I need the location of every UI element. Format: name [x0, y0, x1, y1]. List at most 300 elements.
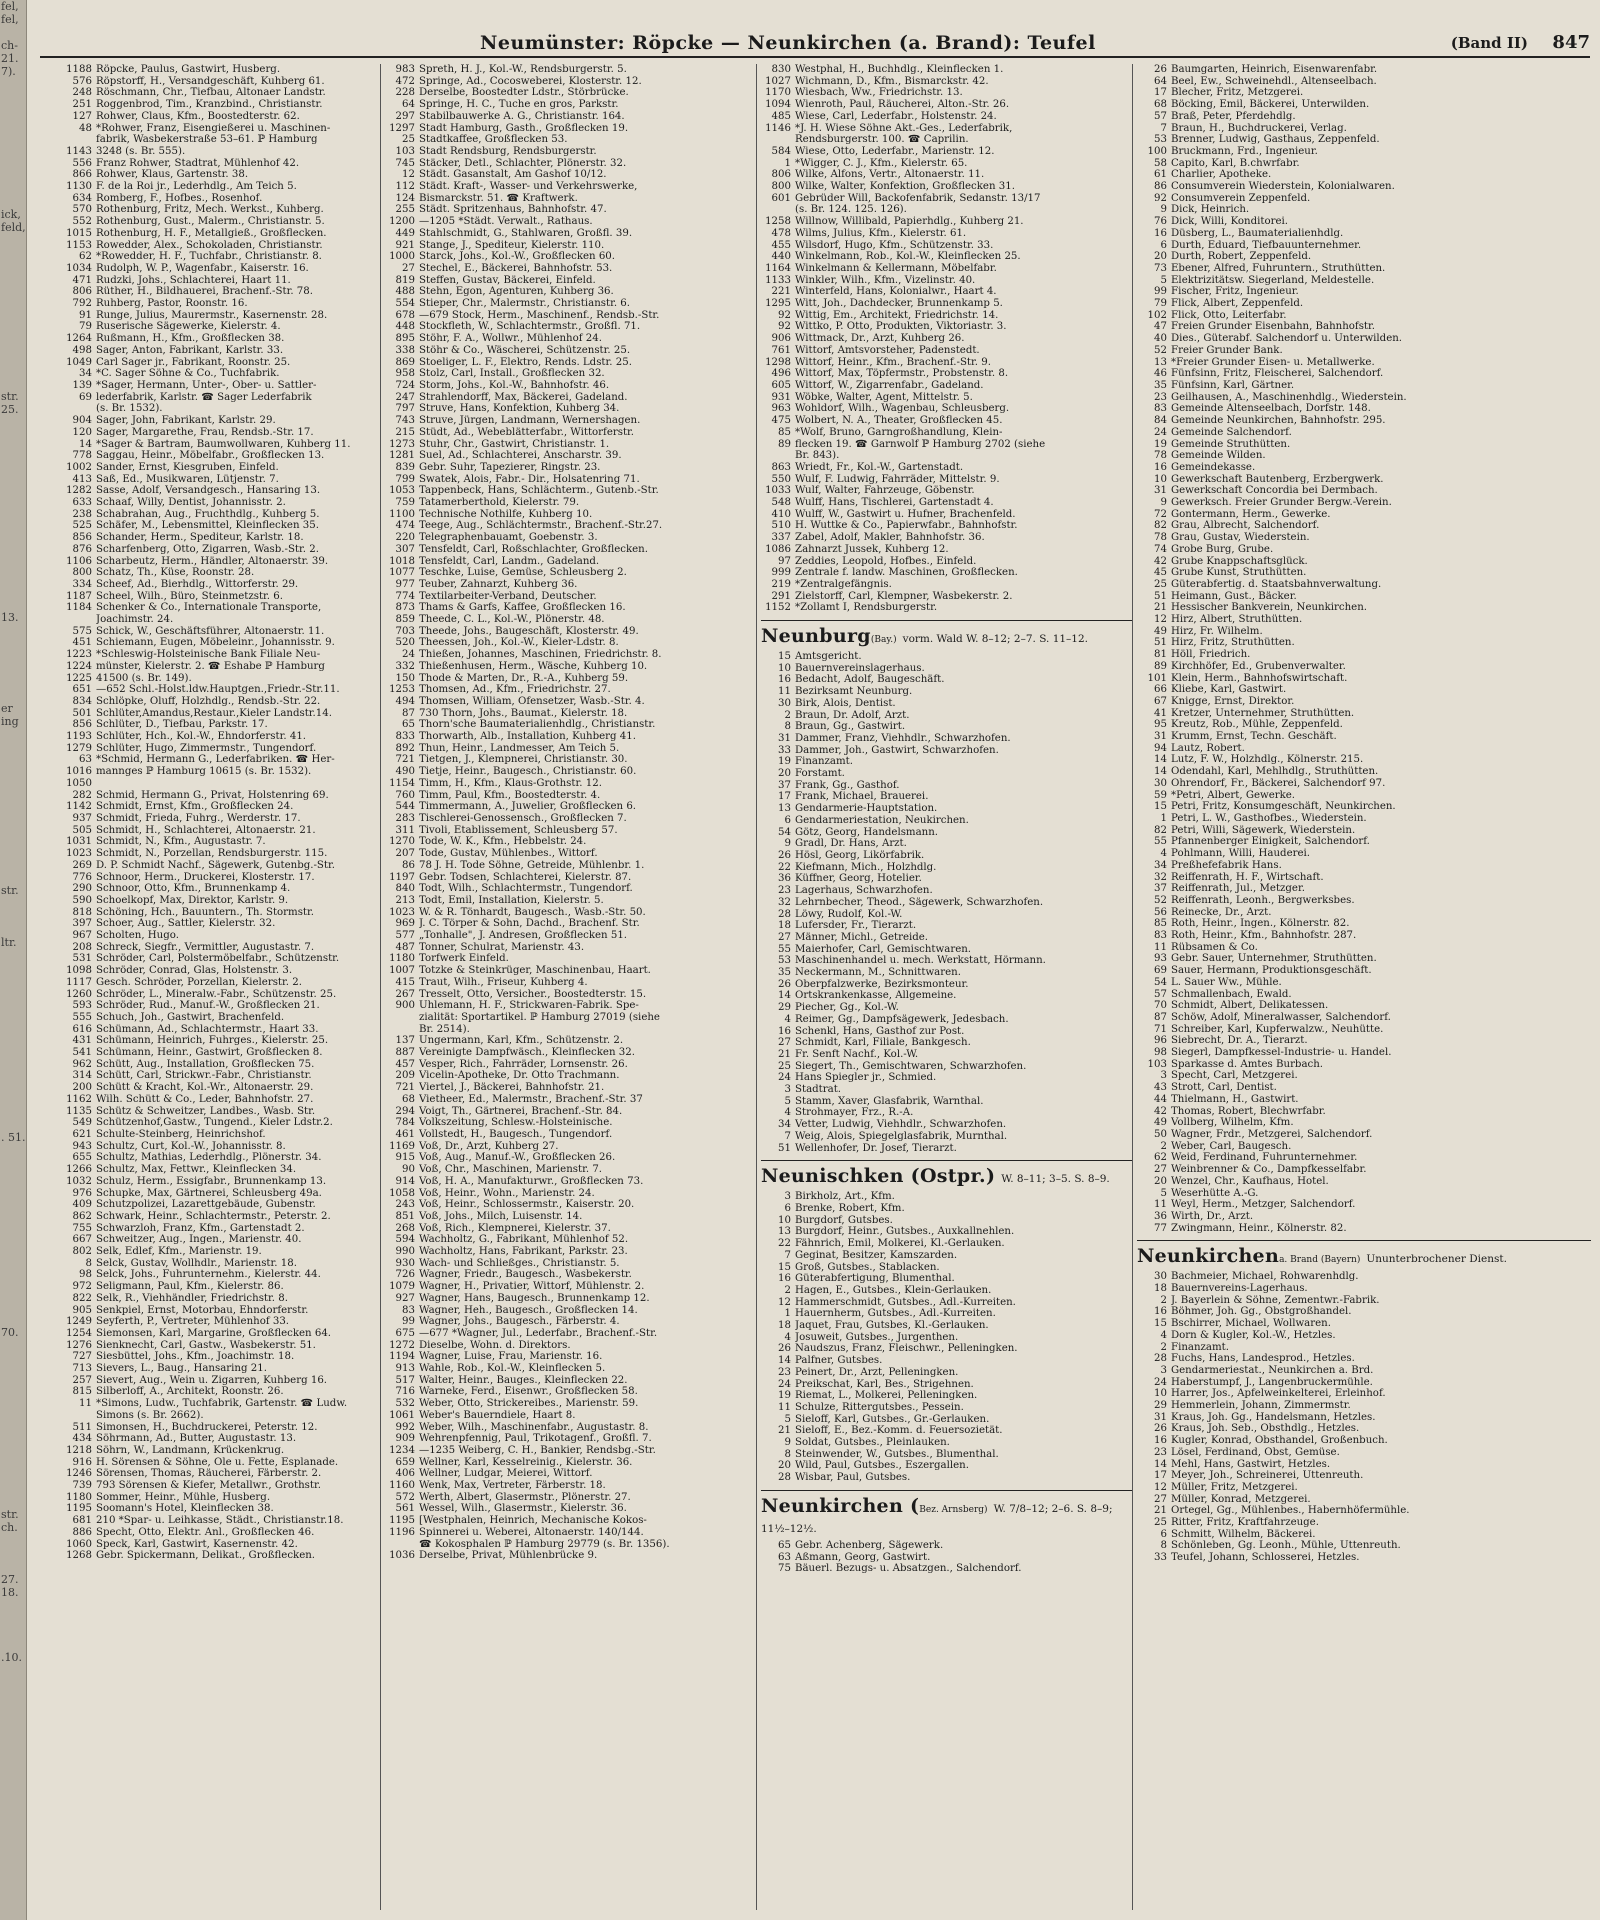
margin-fragment	[0, 637, 26, 650]
entry-text: Geginat, Besitzer, Kamszarden.	[795, 1249, 958, 1261]
directory-entry	[761, 1552, 1133, 1564]
directory-entry	[385, 1211, 757, 1223]
directory-entry	[1137, 918, 1591, 930]
entry-text: Wohldorf, Wilh., Wagenbau, Schleusberg.	[795, 403, 1010, 415]
phone-number: 32	[1154, 871, 1167, 883]
phone-number: 505	[72, 824, 92, 836]
entry-text: Weig, Alois, Spiegelglasfabrik, Murnthal.	[795, 1130, 1008, 1142]
phone-number: 415	[395, 976, 415, 988]
phone-number: 22	[778, 1238, 791, 1250]
directory-entry	[385, 930, 757, 942]
entry-text: Teufel, Johann, Schlosserei, Hetzles.	[1171, 1552, 1360, 1564]
directory-entry	[385, 1480, 757, 1492]
phone-number: 11	[79, 1398, 92, 1410]
margin-fragment: .10.	[1, 1651, 22, 1664]
directory-entry	[761, 357, 1133, 369]
phone-number	[62, 134, 92, 146]
margin-fragment	[0, 260, 26, 273]
phone-number: 37	[1154, 883, 1167, 895]
entry-text: L. Sauer Ww., Mühle.	[1171, 976, 1282, 988]
directory-entry	[62, 778, 380, 790]
entry-text: Hirz, Fr. Wilhelm.	[1171, 625, 1263, 637]
directory-entry	[1137, 556, 1591, 568]
margin-fragment	[0, 1248, 26, 1261]
entry-text: Reimer, Gg., Dampfsägewerk, Jedesbach.	[795, 1013, 1009, 1025]
phone-number: 485	[771, 110, 791, 122]
margin-fragment	[0, 585, 26, 598]
directory-entry	[1137, 1188, 1591, 1200]
directory-entry	[385, 661, 757, 673]
entry-text: fabrik, Wasbekerstraße 53–61. ℙ Hamburg	[96, 134, 318, 146]
entry-text: Schoelkopf, Max, Direktor, Karlstr. 9.	[96, 894, 289, 906]
margin-fragment	[0, 1599, 26, 1612]
phone-number: 572	[395, 1491, 415, 1503]
phone-number: 78	[1154, 532, 1167, 544]
entry-text: Söhrn, W., Landmann, Krückenkrug.	[96, 1444, 285, 1456]
entry-text: Sienknecht, Carl, Gastw., Wasbekerstr. 51.	[96, 1339, 316, 1351]
phone-number: 8	[1160, 1540, 1167, 1552]
phone-number: 866	[72, 169, 92, 181]
directory-entry	[62, 275, 380, 287]
directory-entry	[385, 403, 757, 415]
phone-number: 1194	[389, 1351, 415, 1363]
entry-text: Senkpiel, Ernst, Motorbau, Ehndorferstr.	[96, 1304, 309, 1316]
directory-entry	[385, 368, 757, 380]
phone-number: 8	[784, 1448, 791, 1460]
directory-entry	[385, 111, 757, 123]
phone-number: 776	[72, 871, 92, 883]
phone-number: 703	[395, 625, 415, 637]
phone-number: 228	[395, 87, 415, 99]
phone-number: 1297	[389, 122, 415, 134]
phone-number: 1160	[389, 1480, 415, 1492]
margin-fragment	[0, 247, 26, 260]
directory-entry	[761, 1540, 1133, 1552]
entry-text: Wahle, Rob., Kol.-W., Kleinflecken 5.	[419, 1363, 606, 1375]
entry-text: Gendarmeriestat., Neunkirchen a. Brd.	[1171, 1364, 1374, 1376]
directory-entry	[761, 698, 1133, 710]
directory-entry	[385, 450, 757, 462]
entry-text: Strohmayer, Frz., R.-A.	[795, 1107, 914, 1119]
phone-number: 23	[1154, 1446, 1167, 1458]
entry-text: Thorwarth, Alb., Installation, Kuhberg 41.	[419, 731, 636, 743]
entry-text: Lutz, F. W., Holzhdlg., Kölnerstr. 215.	[1171, 754, 1364, 766]
directory-entry	[62, 1457, 380, 1469]
directory-entry	[761, 1367, 1133, 1379]
entry-text: Sauer, Hermann, Produktionsgeschäft.	[1171, 965, 1372, 977]
directory-entry	[385, 345, 757, 357]
phone-number: 139	[72, 379, 92, 391]
entry-text: Gebr. Todsen, Schlachterei, Kielerstr. 87.	[419, 871, 632, 883]
entry-text: Schmidt, Frieda, Fuhrg., Werderstr. 17.	[96, 813, 301, 824]
entry-text: Specht, Carl, Metzgerei.	[1171, 1070, 1298, 1082]
office-hours: Ununterbrochener Dienst.	[1366, 1253, 1507, 1266]
directory-entry	[62, 1024, 380, 1036]
phone-number: 28	[1154, 1353, 1167, 1365]
entry-text: Stüdt, Ad., Webeblätterfabr., Wittorferstr.	[419, 426, 635, 438]
entry-text: Sommer, Heinr., Mühle, Husberg.	[96, 1491, 271, 1503]
entry-text: Wellner, Ludgar, Meierei, Wittorf.	[419, 1468, 593, 1480]
phone-number: 36	[778, 873, 791, 885]
phone-number: 511	[72, 1421, 92, 1433]
entry-text: Scharbeutz, Herm., Händler, Altonaerstr. 39.	[96, 555, 329, 567]
directory-entry	[1137, 1459, 1591, 1471]
phone-number: 79	[79, 321, 92, 333]
directory-entry	[62, 556, 380, 568]
phone-number: 14	[778, 990, 791, 1002]
entry-text: Stahlschmidt, G., Stahlwaren, Großfl. 39.	[419, 227, 633, 239]
margin-fragment	[0, 273, 26, 286]
directory-entry	[761, 462, 1133, 474]
phone-number: 1053	[389, 485, 415, 497]
phone-number: 550	[771, 473, 791, 485]
margin-fragment	[0, 1222, 26, 1235]
directory-entry	[761, 415, 1133, 427]
phone-number: 501	[72, 707, 92, 719]
directory-entry	[761, 111, 1133, 123]
margin-fragment	[0, 429, 26, 442]
phone-number: 101	[1147, 672, 1167, 684]
entry-text: Schütt, Aug., Installation, Großflecken 75.	[96, 1058, 315, 1070]
directory-entry	[1137, 1141, 1591, 1153]
phone-number: 5	[1160, 1187, 1167, 1199]
entry-text: *Sager, Hermann, Unter-, Ober- u. Sattler-	[96, 379, 317, 391]
phone-number: 1279	[66, 742, 92, 754]
phone-number: 314	[72, 1070, 92, 1082]
phone-number: 93	[1154, 953, 1167, 965]
directory-entry	[761, 240, 1133, 252]
phone-number: 18	[778, 920, 791, 932]
margin-fragment: ch.	[1, 1521, 18, 1534]
town-region: a. Brand (Bayern)	[1279, 1255, 1361, 1266]
phone-number: 886	[72, 1526, 92, 1538]
entry-text: Theede, Johs., Baugeschäft, Klosterstr. 49.	[419, 625, 639, 637]
entry-text: (s. Br. 124. 125. 126).	[795, 204, 907, 216]
phone-number	[761, 204, 791, 216]
directory-entry	[385, 1258, 757, 1270]
entry-text: Zabel, Adolf, Makler, Bahnhofstr. 36.	[795, 532, 985, 544]
phone-number: 525	[72, 520, 92, 532]
entry-text: *Rowedder, H. F., Tuchfabr., Christianstr. 8.	[96, 251, 322, 263]
entry-text: Gewerkschaft Concordia bei Dermbach.	[1171, 485, 1378, 497]
directory-entry	[1137, 1505, 1591, 1517]
directory-entry	[1137, 1306, 1591, 1318]
directory-entry	[385, 1117, 757, 1129]
phone-number: 1218	[66, 1444, 92, 1456]
entry-text: Weber, Carl, Baugesch.	[1171, 1140, 1292, 1152]
entry-text: Durth, Robert, Zeppenfeld.	[1171, 251, 1312, 263]
directory-entry	[1137, 87, 1591, 99]
directory-entry	[761, 579, 1133, 591]
directory-entry	[761, 768, 1133, 780]
entry-text: Grube Knappschaftsglück.	[1171, 555, 1308, 567]
entry-text: Warneke, Ferd., Eisenwr., Großflecken 58.	[419, 1386, 638, 1398]
directory-entry	[62, 989, 380, 1001]
entry-text: Br. 2514).	[419, 1023, 470, 1035]
phone-number: 1234	[389, 1444, 415, 1456]
directory-entry	[62, 321, 380, 333]
office-hours: W. 8–11; 3–5. S. 8–9.	[1001, 1173, 1110, 1186]
phone-number: 531	[72, 953, 92, 965]
entry-text: Schander, Herm., Spediteur, Karlstr. 18.	[96, 532, 304, 544]
directory-entry	[1137, 1342, 1591, 1354]
directory-entry	[761, 509, 1133, 521]
directory-entry	[385, 766, 757, 778]
entry-text: Voß, Heinr., Schlossermstr., Kaiserstr. 20.	[419, 1199, 635, 1211]
phone-number: 927	[395, 1292, 415, 1304]
phone-number: 616	[72, 1023, 92, 1035]
phone-number: 63	[79, 754, 92, 766]
directory-entry	[761, 1308, 1133, 1320]
entry-text: mannges ℙ Hamburg 10615 (s. Br. 1532).	[96, 766, 312, 778]
directory-entry	[761, 944, 1133, 956]
town-region: (Bay.)	[870, 635, 897, 646]
entry-text: Ritter, Fritz, Kraftfahrzeuge.	[1171, 1517, 1319, 1529]
margin-fragment	[0, 169, 26, 182]
phone-number: 87	[1154, 1011, 1167, 1023]
directory-entry	[1137, 485, 1591, 497]
margin-fragment	[0, 156, 26, 169]
phone-number: 14	[79, 438, 92, 450]
phone-number: 1264	[66, 333, 92, 345]
margin-fragment: str.	[1, 884, 19, 897]
phone-number: 42	[1154, 555, 1167, 567]
entry-text: Wenzel, Chr., Kaufhaus, Hotel.	[1171, 1175, 1329, 1187]
entry-text: Forstamt.	[795, 768, 845, 780]
phone-number: 220	[395, 532, 415, 544]
entry-text: Sparkasse d. Amtes Burbach.	[1171, 1058, 1324, 1070]
directory-entry	[385, 977, 757, 989]
directory-entry	[62, 403, 380, 415]
entry-text: Kretzer, Unternehmer, Struthütten.	[1171, 707, 1355, 719]
phone-number: 977	[395, 578, 415, 590]
entry-text: Theessen, Joh., Kol.-W., Kieler-Ldstr. 8.	[419, 637, 619, 649]
phone-number: 1184	[66, 602, 92, 614]
entry-text: Romberg, F., Hofbes., Rosenhof.	[96, 192, 263, 204]
phone-number: 2	[784, 1284, 791, 1296]
phone-number: 62	[79, 251, 92, 263]
phone-number: 96	[1154, 1035, 1167, 1047]
directory-entry	[385, 1234, 757, 1246]
margin-fragment: 27.	[1, 1573, 19, 1586]
directory-entry	[385, 1410, 757, 1422]
directory-entry	[385, 357, 757, 369]
directory-entry	[761, 1203, 1133, 1215]
phone-number: 457	[395, 1058, 415, 1070]
entry-text: Schupke, Max, Gärtnerei, Schleusberg 49a.	[96, 1187, 322, 1199]
entry-text: Schultz, Mathias, Lederhdlg., Plönerstr. 34.	[96, 1152, 322, 1164]
phone-number: 22	[778, 861, 791, 873]
directory-entry	[1137, 719, 1591, 731]
margin-fragment	[0, 988, 26, 1001]
directory-entry	[62, 766, 380, 778]
directory-entry	[62, 497, 380, 509]
entry-text: Storm, Johs., Kol.-W., Bahnhofstr. 46.	[419, 379, 610, 391]
phone-number: 209	[395, 1070, 415, 1082]
directory-entry	[385, 942, 757, 954]
phone-number: 4	[1160, 848, 1167, 860]
margin-fragment	[0, 780, 26, 793]
phone-number: 99	[402, 1316, 415, 1328]
phone-number: 475	[771, 415, 791, 427]
entry-text: Starck, Johs., Kol.-W., Großflecken 60.	[419, 251, 616, 263]
phone-number: 990	[395, 1246, 415, 1258]
phone-number: 840	[395, 883, 415, 895]
directory-entry	[1137, 1059, 1591, 1071]
directory-entry	[761, 1002, 1133, 1014]
directory-entry	[1137, 1482, 1591, 1494]
phone-number: 82	[1154, 520, 1167, 532]
entry-text: H. Sörensen & Söhne, Öle u. Fette, Esplanade.	[96, 1456, 339, 1468]
directory-entry	[761, 1037, 1133, 1049]
entry-text: Wittorf, Amtsvorsteher, Padenstedt.	[795, 344, 980, 356]
directory-entry	[385, 181, 757, 193]
phone-number: 678	[395, 309, 415, 321]
entry-text: Wessel, Wilh., Glasermstr., Kielerstr. 36.	[419, 1503, 627, 1515]
phone-number: 53	[1154, 134, 1167, 146]
phone-number: 1002	[66, 461, 92, 473]
entry-text: Winkelmann & Kellermann, Möbelfabr.	[795, 262, 997, 274]
entry-text: Güterabfertigung, Blumenthal.	[795, 1273, 955, 1285]
town-section-header	[761, 1490, 1133, 1536]
phone-number: 21	[1154, 1505, 1167, 1517]
phone-number: 56	[1154, 906, 1167, 918]
directory-entry	[62, 520, 380, 532]
phone-number: 20	[1154, 251, 1167, 263]
entry-text: Schröder, Rud., Manuf.-W., Großflecken 21.	[96, 1000, 320, 1012]
margin-fragment	[0, 1430, 26, 1443]
entry-text: Sager, John, Fabrikant, Karlstr. 29.	[96, 415, 276, 427]
margin-fragment	[0, 520, 26, 533]
margin-fragment: 18.	[1, 1586, 19, 1599]
entry-text: Textilarbeiter-Verband, Deutscher.	[419, 590, 597, 602]
margin-fragment	[0, 468, 26, 481]
directory-entry	[385, 754, 757, 766]
directory-entry	[62, 907, 380, 919]
entry-text: Wulf, F. Ludwig, Fahrräder, Mittelstr. 9.	[795, 473, 1000, 485]
entry-text: Frank, Gg., Gasthof.	[795, 779, 900, 791]
phone-number: 215	[395, 426, 415, 438]
entry-text: Reiffenrath, Jul., Metzger.	[1171, 883, 1305, 895]
phone-number: 26	[1154, 1423, 1167, 1435]
entry-text: Voß, H. A., Manufakturwr., Großflecken 73.	[419, 1175, 644, 1187]
phone-number: 9	[784, 1437, 791, 1449]
phone-number: 19	[1154, 438, 1167, 450]
phone-number: 1187	[66, 590, 92, 602]
directory-entry	[761, 674, 1133, 686]
directory-entry	[1137, 1377, 1591, 1389]
margin-fragment	[0, 1261, 26, 1274]
directory-entry	[1137, 813, 1591, 825]
entry-text: münster, Kielerstr. 2. ☎ Eshabe ℙ Hamburg	[96, 660, 325, 672]
directory-entry	[62, 836, 380, 848]
directory-entry	[1137, 661, 1591, 673]
directory-entry	[62, 1164, 380, 1176]
entry-text: Haberstumpf, J., Langenbruckermühle.	[1171, 1376, 1373, 1388]
entry-text: Ruhberg, Pastor, Roonstr. 16.	[96, 298, 248, 310]
phone-number: 282	[72, 789, 92, 801]
entry-text: Gebr. Spickermann, Delikat., Großflecken.	[96, 1550, 316, 1562]
phone-number: 102	[1147, 309, 1167, 321]
directory-entry	[761, 1238, 1133, 1250]
entry-text: Kliebe, Karl, Gastwirt.	[1171, 684, 1287, 696]
directory-entry	[385, 169, 757, 181]
phone-number: 1272	[389, 1339, 415, 1351]
entry-text: Sieloff, Karl, Gutsbes., Gr.-Gerlauken.	[795, 1413, 990, 1425]
phone-number: 856	[72, 719, 92, 731]
entry-text: Meyer, Joh., Schreinerei, Uttenreuth.	[1171, 1470, 1364, 1482]
entry-text: Kraus, Joh. Seb., Obsthdlg., Hetzles.	[1171, 1423, 1360, 1435]
directory-entry	[1137, 123, 1591, 135]
entry-text: Frank, Michael, Brauerei.	[795, 791, 929, 803]
directory-entry	[385, 637, 757, 649]
directory-entry	[1137, 111, 1591, 123]
entry-text: Ohrendorf, Fr., Bäckerei, Salchendorf 97.	[1171, 777, 1386, 789]
entry-text: Krumm, Ernst, Techn. Geschäft.	[1171, 731, 1337, 743]
margin-fragment	[0, 832, 26, 845]
directory-entry	[385, 579, 757, 591]
entry-text: Rowedder, Alex., Schokoladen, Christianstr.	[96, 239, 323, 251]
directory-entry	[62, 1386, 380, 1398]
directory-entry	[385, 626, 757, 638]
phone-number: 634	[72, 192, 92, 204]
directory-entry	[761, 862, 1133, 874]
phone-number: 18	[778, 1320, 791, 1332]
directory-entry	[62, 251, 380, 263]
directory-entry	[385, 602, 757, 614]
phone-number: 219	[771, 578, 791, 590]
entry-text: Timm, H., Kfm., Klaus-Grothstr. 12.	[419, 777, 602, 789]
directory-entry	[385, 907, 757, 919]
phone-number: 11	[1154, 1199, 1167, 1211]
phone-number: 13	[778, 1226, 791, 1238]
entry-text: „Tonhalle", J. Andresen, Großflecken 51.	[419, 930, 628, 942]
phone-number: 863	[771, 461, 791, 473]
directory-entry	[385, 1422, 757, 1434]
directory-entry	[62, 591, 380, 603]
directory-entry	[761, 990, 1133, 1002]
directory-entry	[385, 1281, 757, 1293]
phone-number: 58	[1154, 157, 1167, 169]
entry-text: Br. 843).	[795, 450, 840, 462]
margin-fragment	[0, 663, 26, 676]
directory-entry	[62, 825, 380, 837]
directory-entry	[761, 310, 1133, 322]
directory-entry	[385, 1293, 757, 1305]
margin-fragment	[0, 533, 26, 546]
directory-entry	[761, 827, 1133, 839]
directory-entry	[62, 1340, 380, 1352]
entry-text: Wienroth, Paul, Räucherei, Alton.-Str. 26.	[795, 99, 1010, 111]
entry-text: Peinert, Dr., Arzt, Pelleningken.	[795, 1366, 959, 1378]
phone-number: 800	[72, 567, 92, 579]
phone-number: 761	[771, 344, 791, 356]
phone-number: 1033	[765, 485, 791, 497]
entry-text: Naudszus, Franz, Fleischwr., Pelleningken.	[795, 1343, 1018, 1355]
directory-entry	[385, 1363, 757, 1375]
phone-number: 6	[784, 814, 791, 826]
phone-number: 11	[778, 686, 791, 698]
entry-text: Braun, H., Buchdruckerei, Verlag.	[1171, 122, 1347, 134]
entry-text: Reinecke, Dr., Arzt.	[1171, 906, 1272, 918]
directory-entry	[1137, 1106, 1591, 1118]
directory-entry	[385, 462, 757, 474]
directory-entry	[761, 1250, 1133, 1262]
phone-number: 28	[778, 1472, 791, 1484]
phone-number: 251	[72, 99, 92, 111]
entry-text: Stadtrat.	[795, 1084, 842, 1096]
phone-number: 213	[395, 894, 415, 906]
